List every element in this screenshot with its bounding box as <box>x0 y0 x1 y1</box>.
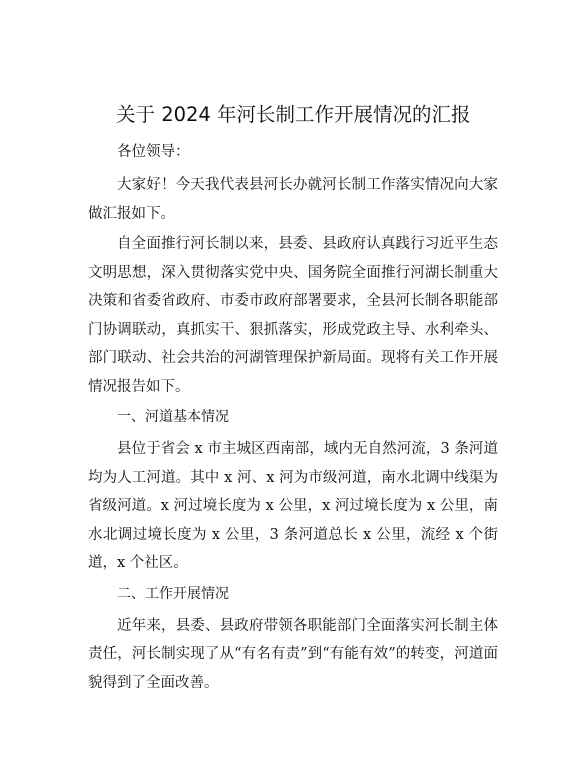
document-body <box>88 100 498 699</box>
paragraph-greeting: 大家好！今天我代表县河长办就河长制工作落实情况向大家做汇报如下。 <box>88 177 498 222</box>
paragraph-river-basics: 县位于省会 x 市主城区西南部，域内无自然河流，3 条河道均为人工河道。其中 x 河、x 河为市级河道，南水北调中线渠为省级河道。x 河过境长度为 x 公里，x 河过境长度为 x 公里，南水北调过境长度为 x 公里，3 条河道总长 x 公里，流经 x 个街道，x 个社区。 <box>88 441 498 571</box>
paragraph-overview: 自全面推行河长制以来，县委、县政府认真践行习近平生态文明思想，深入贯彻落实党中央、国务院全面推行河湖长制重大决策和省委省政府、市委市政府部署要求，全县河长制各职能部门协调联动，真抓实干、狠抓落实，形成党政主导、水利牵头、部门联动、社会共治的河湖管理保护新局面。现将有关工作开展情况报告如下。 <box>88 236 498 395</box>
section-heading-river-basics: 一、河道基本情况 <box>117 409 229 425</box>
section-heading-work-progress: 二、工作开展情况 <box>117 585 229 602</box>
document-title: 关于 2024 年河长制工作开展情况的汇报 <box>116 103 471 126</box>
paragraph-work-progress: 近年来，县委、县政府带领各职能部门全面落实河长制主体责任，河长制实现了从“有名有责”到“有能有效”的转变，河道面貌得到了全面改善。 <box>88 617 498 691</box>
salutation: 各位领导： <box>117 144 190 160</box>
